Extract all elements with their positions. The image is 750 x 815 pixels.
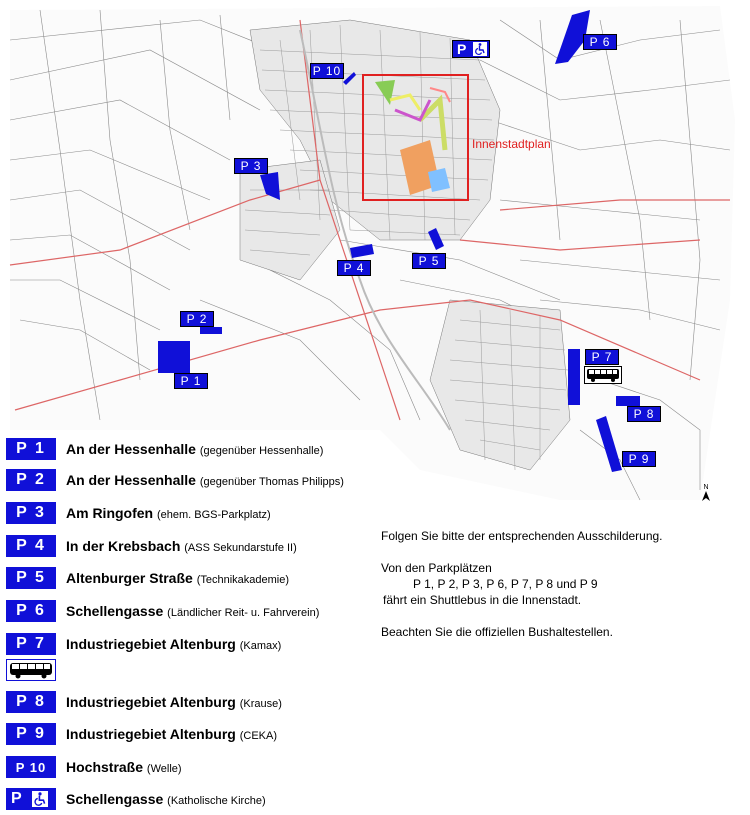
north-arrow-icon <box>702 491 710 501</box>
marker-p8[interactable]: P 8 <box>627 406 661 422</box>
legend-note: (ASS Sekundarstufe II) <box>184 542 297 554</box>
marker-p7[interactable]: P 7 <box>585 349 619 365</box>
shuttle-info <box>381 528 663 640</box>
marker-p5[interactable]: P 5 <box>412 253 446 269</box>
legend-name: Industriegebiet Altenburg <box>66 726 236 742</box>
legend-badge: P 6 <box>6 600 56 622</box>
legend-note: (gegenüber Thomas Philipps) <box>199 476 344 488</box>
legend-note: (Kamax) <box>239 640 282 652</box>
info-line-5: Beachten Sie die offiziellen Bushaltestellen. <box>381 625 613 639</box>
legend-note: (Krause) <box>239 698 282 710</box>
legend-row-p5 <box>6 567 289 589</box>
north-arrow <box>702 484 710 503</box>
legend-badge-p: P <box>11 790 24 807</box>
parking-area-p8 <box>616 396 640 406</box>
legend-badge: P 7 <box>6 633 56 655</box>
wheelchair-icon <box>473 42 487 56</box>
marker-p1[interactable]: P 1 <box>174 373 208 389</box>
legend-name: Altenburger Straße <box>66 570 193 586</box>
marker-p9[interactable]: P 9 <box>622 451 656 467</box>
legend-note: (ehem. BGS-Parkplatz) <box>157 509 271 521</box>
bus-icon <box>6 659 56 686</box>
marker-accessible-p: P <box>457 41 468 57</box>
legend-note: (Ländlicher Reit- u. Fahrverein) <box>167 607 320 619</box>
parking-area-p1 <box>158 341 190 373</box>
legend-name: Industriegebiet Altenburg <box>66 694 236 710</box>
legend-badge-accessible <box>6 788 56 810</box>
legend-name: Hochstraße <box>66 759 144 775</box>
legend-row-p3 <box>6 502 271 524</box>
wheelchair-icon <box>32 791 48 807</box>
legend-row-p8 <box>6 691 282 713</box>
legend-badge: P 1 <box>6 438 56 460</box>
legend-note: (gegenüber Hessenhalle) <box>199 445 324 457</box>
info-line-4: fährt ein Shuttlebus in die Innenstadt. <box>383 593 582 607</box>
legend-row-p6 <box>6 600 319 622</box>
legend-row-p7 <box>6 633 281 686</box>
marker-p6[interactable]: P 6 <box>583 34 617 50</box>
legend-badge: P 9 <box>6 723 56 745</box>
info-line-3: P 1, P 2, P 3, P 6, P 7, P 8 und P 9 <box>413 577 598 591</box>
legend-name: Am Ringofen <box>66 505 154 521</box>
north-label: N <box>703 484 709 491</box>
marker-p3[interactable]: P 3 <box>234 158 268 174</box>
marker-accessible-parking[interactable] <box>452 40 490 58</box>
legend-note: (Katholische Kirche) <box>167 795 266 807</box>
legend-row-p2 <box>6 469 344 491</box>
info-line-1: Folgen Sie bitte der entsprechenden Ausschilderung. <box>381 529 663 543</box>
legend-row-p1 <box>6 438 323 460</box>
legend-row-p10 <box>6 756 182 778</box>
legend-badge: P 10 <box>6 756 56 778</box>
legend-name: In der Krebsbach <box>66 538 181 554</box>
marker-p4[interactable]: P 4 <box>337 260 371 276</box>
legend-name: Schellengasse <box>66 791 164 807</box>
legend-row-accessible <box>6 788 266 810</box>
legend-badge: P 4 <box>6 535 56 557</box>
bus-icon-map <box>584 366 622 389</box>
legend-name: Schellengasse <box>66 603 164 619</box>
legend-name: An der Hessenhalle <box>66 441 196 457</box>
legend-row-p9 <box>6 723 277 745</box>
parking-area-p7 <box>568 349 580 405</box>
parking-area-p2 <box>200 327 222 334</box>
legend-name: An der Hessenhalle <box>66 472 196 488</box>
legend-badge: P 3 <box>6 502 56 524</box>
legend-badge: P 8 <box>6 691 56 713</box>
legend-row-p4 <box>6 535 297 557</box>
marker-p2[interactable]: P 2 <box>180 311 214 327</box>
legend-note: (CEKA) <box>239 730 277 742</box>
innenstadt-label: Innenstadtplan <box>472 137 551 151</box>
legend-note: (Welle) <box>146 763 182 775</box>
legend-badge: P 5 <box>6 567 56 589</box>
legend-note: (Technikakademie) <box>196 574 290 586</box>
info-line-2: Von den Parkplätzen <box>381 561 492 575</box>
marker-p10[interactable]: P 10 <box>310 63 344 79</box>
legend-name: Industriegebiet Altenburg <box>66 636 236 652</box>
legend-badge: P 2 <box>6 469 56 491</box>
